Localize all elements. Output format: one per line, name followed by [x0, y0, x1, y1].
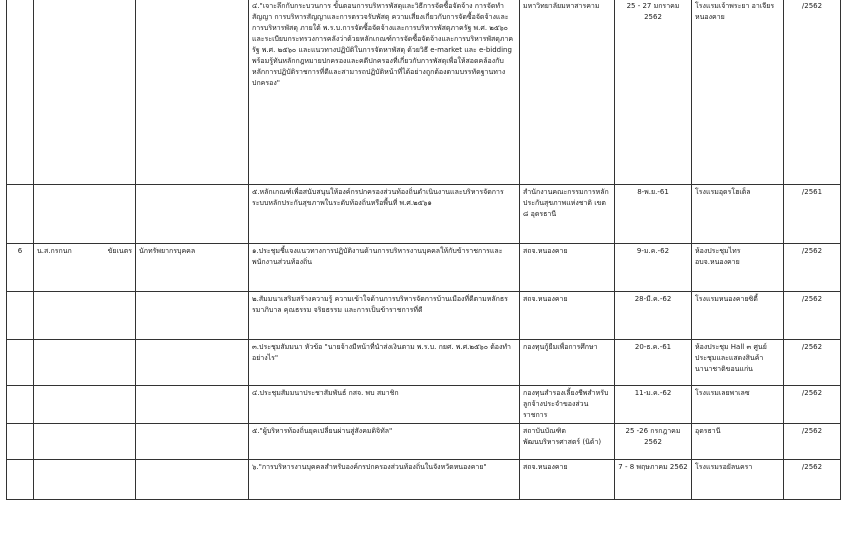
cell-position	[136, 0, 249, 185]
first-name: น.ส.กรกนก	[37, 247, 72, 255]
cell-topic: ๒.สัมมนาเสริมสร้างความรู้ ความเข้าใจด้านการบริหารจัดการบ้านเมืองที่ดีตามหลักธรรมาภิบาล คุณธรรม จริยธรรม และการเป็นข้าราชการที่ดี	[249, 292, 520, 340]
cell-year: /2561	[784, 185, 841, 244]
cell-no	[7, 460, 34, 500]
cell-topic: ๔.ประชุมสัมมนาประชาสัมพันธ์ กสจ. พบ สมาชิก	[249, 386, 520, 424]
cell-year: /2562	[784, 460, 841, 500]
cell-year: /2562	[784, 424, 841, 460]
cell-organizer: สถาบันบัณฑิตพัฒนบริหารศาสตร์ (นิด้า)	[520, 424, 615, 460]
cell-no	[7, 424, 34, 460]
cell-topic: ๔."เจาะลึกกับกระบวนการ ขั้นตอนการบริหารพัสดุและวิธีการจัดซื้อจัดจ้าง การจัดทำสัญญา การบริหารสัญญาและการตรวจรับพัสดุ ความเสี่ยงเกี่ยวกับการจัดซื้อจัดจ้างและการบริหารพัสดุ ภายใต้ พ.ร.บ.การจัดซื้อจัดจ้างและการบริหารพัสดุภาครัฐ พ.ศ. ๒๕๖๐ และระเบียบกระทรวงการคลังว่าด้วยหลักเกณฑ์การจัดซื้อจัดจ้างและการบริหารพัสดุภาครัฐ พ.ศ. ๒๕๖๐ และแนวทางปฏิบัติในการจัดหาพัสดุ ด้วยวิธี e-market และ e-bidding พร้อมรู้ทันหลักกฎหมายปกครองและคดีปกครองที่เกี่ยวกับการพัสดุเพื่อให้สอดคล้องกับหลักการปฏิบัติราชการที่ดีและสามารถปฏิบัติหน้าที่ได้อย่างถูกต้องตามบรรทัดฐานทางปกครอง"	[249, 0, 520, 185]
cell-place: โรงแรมอุดรโฮเต็ล	[692, 185, 784, 244]
cell-topic: ๕."ผู้บริหารท้องถิ่นยุคเปลี่ยนผ่านสู่สังคมดิจิทัล"	[249, 424, 520, 460]
table-row	[7, 0, 841, 185]
cell-position	[136, 386, 249, 424]
cell-topic: ๕.หลักเกณฑ์เพื่อสนับสนุนให้องค์กรปกครองส่วนท้องถิ่นดำเนินงานและบริหารจัดการระบบหลักประกันสุขภาพในระดับท้องถิ่นหรือพื้นที่ พ.ศ.๒๕๖๑	[249, 185, 520, 244]
table-row	[7, 340, 841, 386]
cell-place: โรงแรมเลยพาเลซ	[692, 386, 784, 424]
cell-date: 11-ม.ค.-62	[615, 386, 692, 424]
cell-name	[34, 386, 136, 424]
cell-organizer: กองทุนกู้ยืมเพื่อการศึกษา	[520, 340, 615, 386]
training-record-table	[6, 0, 841, 500]
cell-year: /2562	[784, 386, 841, 424]
cell-name	[34, 340, 136, 386]
cell-name	[34, 0, 136, 185]
cell-position	[136, 424, 249, 460]
table-row	[7, 292, 841, 340]
cell-topic: ๖."การบริหารงานบุคคลสำหรับองค์กรปกครองส่วนท้องถิ่นในจังหวัดหนองคาย"	[249, 460, 520, 500]
cell-year: /2562	[784, 0, 841, 185]
cell-organizer: กองทุนสำรองเลี้ยงชีพสำหรับลูกจ้างประจำของส่วนราชการ	[520, 386, 615, 424]
cell-no	[7, 0, 34, 185]
cell-organizer: สถจ.หนองคาย	[520, 244, 615, 292]
cell-no	[7, 292, 34, 340]
table-row	[7, 460, 841, 500]
cell-date: 9-ม.ค.-62	[615, 244, 692, 292]
table-row	[7, 244, 841, 292]
cell-name	[34, 185, 136, 244]
cell-organizer: มหาวิทยาลัยมหาสารคาม	[520, 0, 615, 185]
cell-no	[7, 185, 34, 244]
cell-year: /2562	[784, 244, 841, 292]
cell-organizer: สถจ.หนองคาย	[520, 460, 615, 500]
cell-name	[34, 292, 136, 340]
cell-year: /2562	[784, 292, 841, 340]
cell-place: ห้องประชุม Hall ๓ ศูนย์ประชุมและแสดงสินค้านานาชาติขอนแก่น	[692, 340, 784, 386]
cell-no	[7, 340, 34, 386]
cell-position	[136, 460, 249, 500]
cell-topic: ๑.ประชุมชี้แจงแนวทางการปฏิบัติงานด้านการบริหารงานบุคคลให้กับข้าราชการและพนักงานส่วนท้องถิ่น	[249, 244, 520, 292]
cell-year: /2562	[784, 340, 841, 386]
cell-date: 25 -26 กรกฎาคม 2562	[615, 424, 692, 460]
cell-place: โรงแรมรอยัลนครา	[692, 460, 784, 500]
cell-organizer: สำนักงานคณะกรรมการหลักประกันสุขภาพแห่งชาติ เขต ๘ อุดรธานี	[520, 185, 615, 244]
cell-date: 25 - 27 มกราคม 2562	[615, 0, 692, 185]
cell-name	[34, 460, 136, 500]
cell-date: 20-ธ.ค.-61	[615, 340, 692, 386]
cell-name	[34, 424, 136, 460]
surname: ขัยเนตร	[107, 247, 132, 255]
cell-place: อุดรธานี	[692, 424, 784, 460]
cell-position	[136, 292, 249, 340]
cell-no: 6	[7, 244, 34, 292]
cell-date: 28-มี.ค.-62	[615, 292, 692, 340]
table-row	[7, 386, 841, 424]
table-row	[7, 424, 841, 460]
cell-position	[136, 340, 249, 386]
cell-place: โรงแรมหนองคายซิตี้	[692, 292, 784, 340]
cell-position	[136, 185, 249, 244]
cell-place: โรงแรมเจ้าพระยา อาเจียร หนองคาย	[692, 0, 784, 185]
cell-topic: ๓.ประชุมสัมมนา หัวข้อ "นายจ้างมีหน้าที่นำส่งเงินตาม พ.ร.บ. กยศ. พ.ศ.๒๕๖๐ ต้องทำอย่างไร"	[249, 340, 520, 386]
cell-name	[34, 244, 136, 292]
table-row	[7, 185, 841, 244]
cell-no	[7, 386, 34, 424]
cell-date: 8-พ.ย.-61	[615, 185, 692, 244]
cell-place: ห้องประชุมไทร อบจ.หนองคาย	[692, 244, 784, 292]
cell-position: นักทรัพยากรบุคคล	[136, 244, 249, 292]
cell-date: 7 - 8 พฤษภาคม 2562	[615, 460, 692, 500]
cell-organizer: สถจ.หนองคาย	[520, 292, 615, 340]
